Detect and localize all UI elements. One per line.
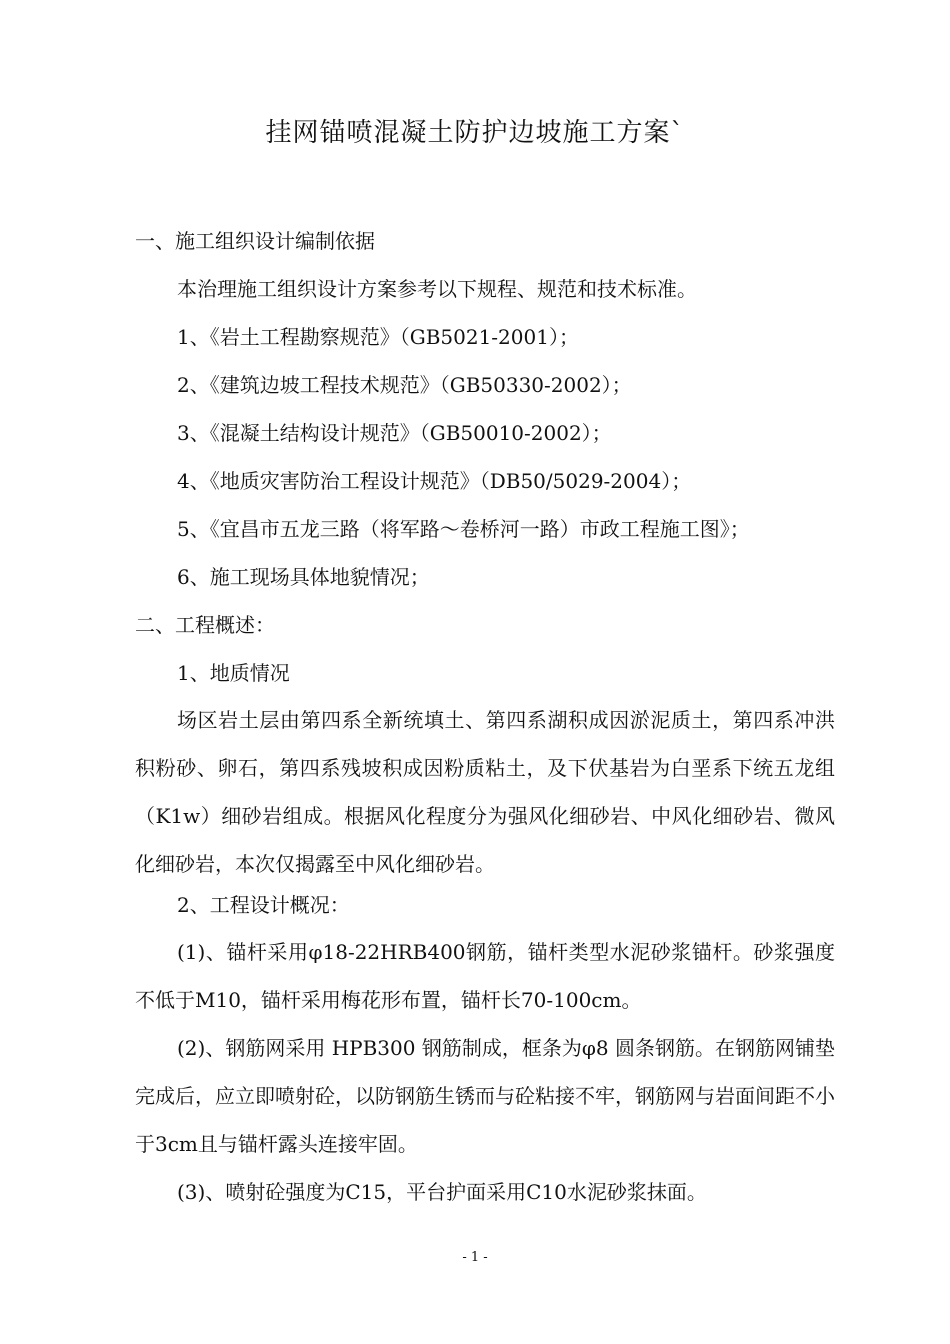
reference-item: 6、施工现场具体地貌情况； — [177, 565, 430, 589]
design-item-text: (3)、喷射砼强度为C15，平台护面采用C10水泥砂浆抹面。 — [177, 1180, 707, 1204]
section1-intro: 本治理施工组织设计方案参考以下规程、规范和技术标准。 — [177, 277, 697, 301]
reference-item: 3、《混凝土结构设计规范》（GB50010-2002）； — [177, 421, 612, 445]
design-item — [135, 1168, 835, 1216]
design-item-text: (1)、锚杆采用φ18-22HRB400钢筋，锚杆类型水泥砂浆锚杆。砂浆强度不低于M10，锚杆采用梅花形布置，锚杆长70-100cm。 — [135, 940, 835, 1012]
document-body — [135, 224, 835, 1216]
design-item-text: (2)、钢筋网采用 HPB300 钢筋制成，框条为φ8 圆条钢筋。在钢筋网铺垫完成后，应立即喷射砼，以防钢筋生锈而与砼粘接不牢，钢筋网与岩面间距不小于3cm且与锚杆露头连接牢固。 — [135, 1036, 835, 1156]
page-title: 挂网锚喷混凝土防护边坡施工方案` — [265, 118, 685, 148]
section1-heading: 一、施工组织设计编制依据 — [135, 229, 375, 253]
design-heading: 2、工程设计概况： — [177, 893, 350, 917]
design-item — [135, 928, 835, 1024]
design-item — [135, 1024, 835, 1168]
section2-heading: 二、工程概述： — [135, 613, 275, 637]
geology-heading: 1、地质情况 — [177, 661, 290, 685]
reference-item: 4、《地质灾害防治工程设计规范》（DB50/5029-2004）； — [177, 469, 692, 493]
page-number: - 1 - — [462, 1250, 488, 1265]
reference-item: 1、《岩土工程勘察规范》（GB5021-2001）； — [177, 325, 579, 349]
geology-text: 场区岩土层由第四系全新统填土、第四系湖积成因淤泥质土，第四系冲洪积粉砂、卵石，第四系残坡积成因粉质粘土，及下伏基岩为白垩系下统五龙组（K1w）细砂岩组成。根据风化程度分为强风化细砂岩、中风化细砂岩、微风化细砂岩，本次仅揭露至中风化细砂岩。 — [135, 708, 835, 876]
geology-paragraph — [135, 696, 835, 888]
reference-item: 2、《建筑边坡工程技术规范》（GB50330-2002）； — [177, 373, 632, 397]
reference-item: 5、《宜昌市五龙三路（将军路～卷桥河一路）市政工程施工图》； — [177, 517, 750, 541]
